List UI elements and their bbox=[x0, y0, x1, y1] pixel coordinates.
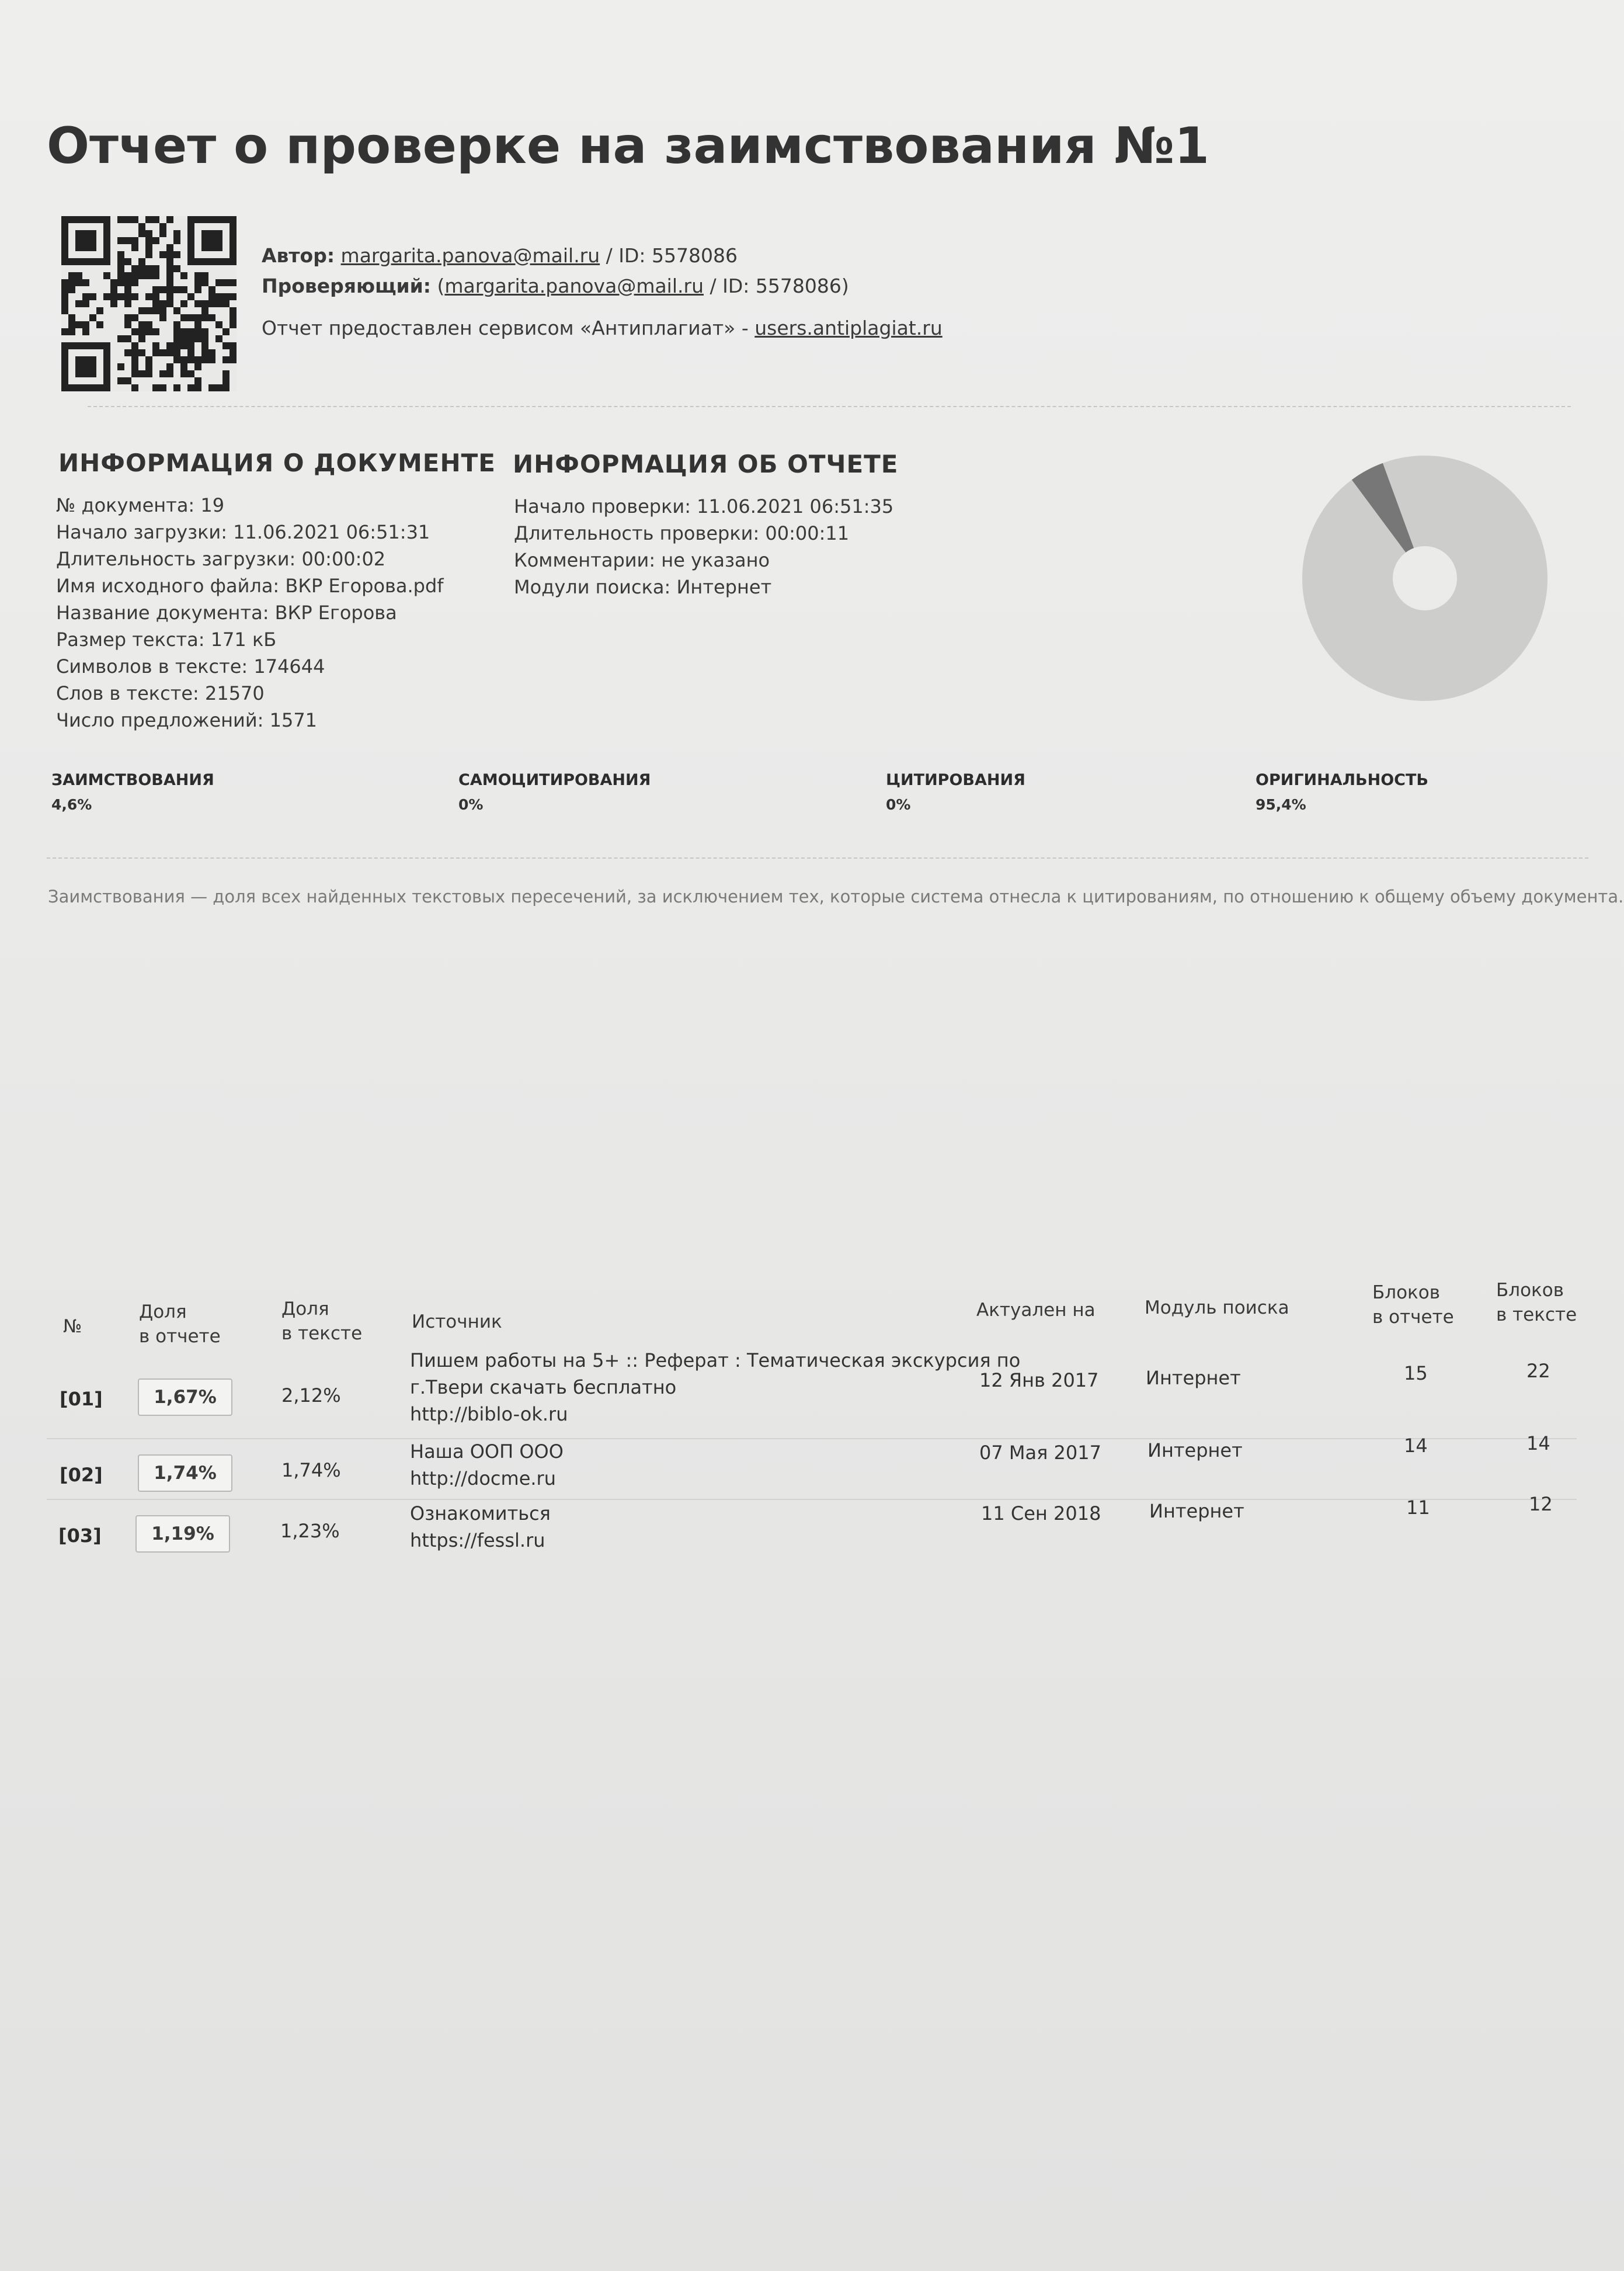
doc-info-line: Имя исходного файла: ВКР Егорова.pdf bbox=[56, 575, 444, 597]
author-line bbox=[262, 241, 943, 271]
definition-text: Заимствования — доля всех найденных текстовых пересечений, за исключением тех, которые система отнесла к цитированиям, по отношению к общему объему документа. bbox=[48, 887, 1624, 907]
row-1-source-link[interactable]: http://biblo-ok.ru bbox=[410, 1403, 568, 1425]
stat-label: ЗАИМСТВОВАНИЯ bbox=[51, 771, 214, 789]
antiplagiat-link[interactable]: users.antiplagiat.ru bbox=[754, 317, 943, 339]
row-2-share-report: 1,74% bbox=[138, 1454, 232, 1492]
author-label: Автор: bbox=[262, 244, 335, 267]
divider bbox=[88, 406, 1571, 407]
stat-value: 0% bbox=[458, 796, 484, 813]
provided-text: Отчет предоставлен сервисом «Антиплагиат» - bbox=[262, 317, 755, 339]
report-info-line: Длительность проверки: 00:00:11 bbox=[514, 522, 850, 544]
reviewer-label: Проверяющий: bbox=[262, 275, 431, 297]
stat-originality bbox=[1256, 771, 1428, 813]
borrowing-pie-chart bbox=[1299, 453, 1550, 704]
doc-info-line: Длительность загрузки: 00:00:02 bbox=[56, 548, 386, 570]
reviewer-email-link[interactable]: margarita.panova@mail.ru bbox=[444, 275, 704, 297]
doc-info-list bbox=[56, 492, 444, 734]
row-1-share-report: 1,67% bbox=[138, 1378, 232, 1416]
row-divider bbox=[47, 1499, 1577, 1500]
reviewer-id: / ID: 5578086) bbox=[704, 275, 849, 297]
report-info-title: ИНФОРМАЦИЯ ОБ ОТЧЕТЕ bbox=[513, 450, 899, 478]
reviewer-open: ( bbox=[431, 275, 445, 297]
author-id: / ID: 5578086 bbox=[600, 244, 738, 267]
col-header-share-text: Доля в тексте bbox=[281, 1298, 363, 1344]
doc-info-line: Название документа: ВКР Егорова bbox=[56, 602, 397, 624]
row-2-source: Наша ООП ООО http://docme.ru bbox=[410, 1438, 564, 1492]
provided-line bbox=[262, 313, 943, 343]
row-3-share-text: 1,23% bbox=[280, 1520, 340, 1542]
col-header-share-report: Доля в отчете bbox=[139, 1301, 221, 1347]
col-header-source: Источник bbox=[412, 1311, 502, 1332]
row-3-num: [03] bbox=[58, 1525, 102, 1547]
doc-info-line: Слов в тексте: 21570 bbox=[56, 682, 265, 704]
row-1-blocks-report: 15 bbox=[1404, 1362, 1428, 1384]
row-1-module: Интернет bbox=[1146, 1367, 1241, 1389]
row-2-blocks-report: 14 bbox=[1404, 1435, 1428, 1457]
row-divider bbox=[47, 1438, 1577, 1439]
row-1-blocks-text: 22 bbox=[1526, 1360, 1550, 1382]
doc-info-line: Число предложений: 1571 bbox=[56, 709, 318, 731]
doc-info-title: ИНФОРМАЦИЯ О ДОКУМЕНТЕ bbox=[58, 449, 496, 477]
stat-borrowings bbox=[51, 771, 214, 813]
qr-code-icon bbox=[61, 216, 237, 391]
doc-info-line: № документа: 19 bbox=[56, 494, 225, 516]
stat-value: 0% bbox=[886, 796, 911, 813]
stat-value: 4,6% bbox=[51, 796, 92, 813]
doc-info-line: Размер текста: 171 кБ bbox=[56, 628, 277, 651]
row-3-blocks-report: 11 bbox=[1406, 1496, 1430, 1519]
col-header-actual: Актуален на bbox=[976, 1300, 1096, 1321]
doc-info-line: Начало загрузки: 11.06.2021 06:51:31 bbox=[56, 521, 430, 543]
report-info-line: Начало проверки: 11.06.2021 06:51:35 bbox=[514, 495, 894, 518]
row-3-blocks-text: 12 bbox=[1529, 1493, 1553, 1515]
col-header-blocks-report: Блоков в отчете bbox=[1372, 1282, 1454, 1328]
stat-label: ОРИГИНАЛЬНОСТЬ bbox=[1256, 771, 1428, 789]
row-3-source: Ознакомиться https://fessl.ru bbox=[410, 1500, 551, 1554]
stat-value: 95,4% bbox=[1256, 796, 1306, 813]
report-meta bbox=[262, 241, 943, 343]
report-info-line: Комментарии: не указано bbox=[514, 549, 770, 571]
row-2-actual: 07 Мая 2017 bbox=[979, 1442, 1101, 1464]
stat-citations bbox=[886, 771, 1025, 813]
row-2-share-text: 1,74% bbox=[281, 1459, 341, 1481]
author-email-link[interactable]: margarita.panova@mail.ru bbox=[340, 244, 600, 267]
report-info-line: Модули поиска: Интернет bbox=[514, 576, 772, 598]
row-1-source: Пишем работы на 5+ :: Реферат : Тематическая экскурсия по г.Твери скачать бесплатно http://biblo-ok.ru bbox=[410, 1347, 1020, 1428]
reviewer-line bbox=[262, 271, 943, 301]
stat-self-citations bbox=[458, 771, 651, 813]
row-3-share-report: 1,19% bbox=[135, 1515, 230, 1553]
row-1-num: [01] bbox=[60, 1388, 103, 1410]
row-2-module: Интернет bbox=[1147, 1439, 1243, 1461]
col-header-module: Модуль поиска bbox=[1145, 1297, 1289, 1318]
row-2-num: [02] bbox=[60, 1464, 103, 1486]
row-3-source-link[interactable]: https://fessl.ru bbox=[410, 1529, 545, 1551]
row-2-source-link[interactable]: http://docme.ru bbox=[410, 1467, 556, 1489]
row-2-blocks-text: 14 bbox=[1526, 1432, 1550, 1454]
col-header-num: № bbox=[63, 1316, 82, 1337]
report-info-list bbox=[514, 493, 893, 600]
row-1-share-text: 2,12% bbox=[281, 1384, 341, 1407]
row-1-actual: 12 Янв 2017 bbox=[979, 1369, 1099, 1391]
row-3-actual: 11 Сен 2018 bbox=[981, 1502, 1101, 1525]
report-title: Отчет о проверке на заимствования №1 bbox=[47, 117, 1210, 175]
divider bbox=[47, 857, 1588, 859]
col-header-blocks-text: Блоков в тексте bbox=[1496, 1280, 1577, 1325]
stat-label: ЦИТИРОВАНИЯ bbox=[886, 771, 1025, 789]
doc-info-line: Символов в тексте: 174644 bbox=[56, 655, 325, 678]
pie-center-hole bbox=[1393, 546, 1457, 610]
stat-label: САМОЦИТИРОВАНИЯ bbox=[458, 771, 651, 789]
row-3-module: Интернет bbox=[1149, 1500, 1244, 1522]
